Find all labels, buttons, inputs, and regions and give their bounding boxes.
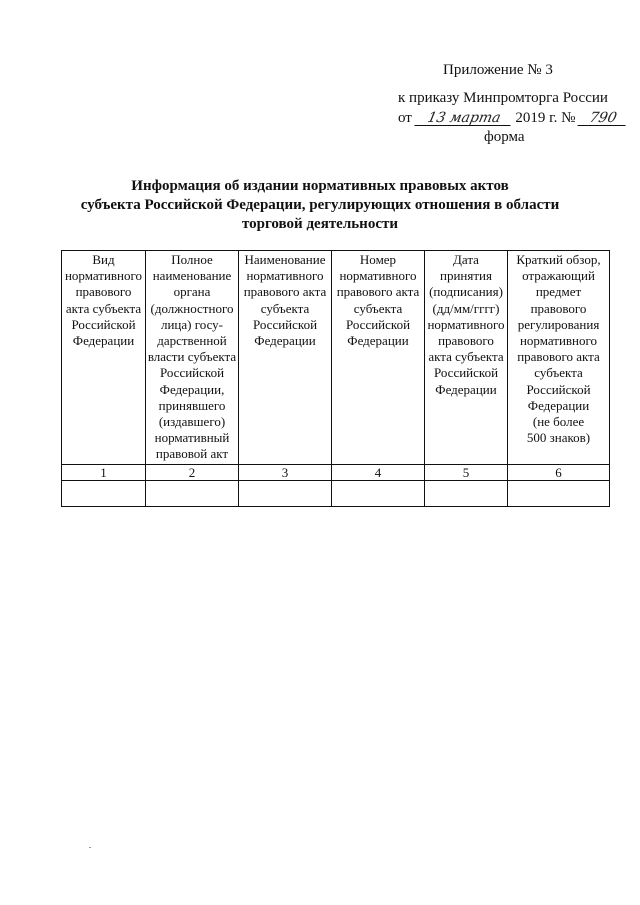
date-prefix: от xyxy=(398,110,412,126)
empty-cell xyxy=(62,481,146,507)
scan-speck xyxy=(89,847,91,848)
empty-cell xyxy=(425,481,508,507)
column-number: 3 xyxy=(239,465,332,481)
appendix-label: Приложение № 3 xyxy=(443,62,553,78)
order-date-line xyxy=(398,110,627,127)
empty-cell xyxy=(239,481,332,507)
column-header: Полное наименование органа (должностного лица) госу- дарственной власти субъекта Российской Федерации, принявшего (издавшего) нормативный правовой акт xyxy=(146,251,239,465)
column-number: 4 xyxy=(332,465,425,481)
document-title xyxy=(40,177,600,234)
table-header-row xyxy=(62,251,610,465)
column-header: Краткий обзор, отражающий предмет правового регулирования нормативного правового акта субъекта Российской Федерации (не более 500 знаков) xyxy=(508,251,610,465)
column-number: 1 xyxy=(62,465,146,481)
handwritten-order-number: 790 xyxy=(578,111,629,126)
column-header: Вид нормативного правового акта субъекта Российской Федерации xyxy=(62,251,146,465)
column-header: Наименование нормативного правового акта субъекта Российской Федерации xyxy=(239,251,332,465)
empty-cell xyxy=(332,481,425,507)
date-year: 2019 г. № xyxy=(515,110,576,126)
column-header: Дата принятия (подписания) (дд/мм/гггг) нормативного правового акта субъекта Российской Федерации xyxy=(425,251,508,465)
column-number-row xyxy=(62,465,610,481)
column-header: Номер нормативного правового акта субъекта Российской Федерации xyxy=(332,251,425,465)
column-number: 5 xyxy=(425,465,508,481)
empty-cell xyxy=(508,481,610,507)
title-line-1: Информация об издании нормативных правовых актов xyxy=(131,178,509,194)
title-line-3: торговой деятельности xyxy=(241,216,398,232)
form-label: форма xyxy=(484,129,525,145)
column-number: 2 xyxy=(146,465,239,481)
handwritten-date: 13 марта xyxy=(414,111,513,126)
empty-cell xyxy=(146,481,239,507)
title-line-2: субъекта Российской Федерации, регулирующих отношения в области xyxy=(80,197,560,213)
column-number: 6 xyxy=(508,465,610,481)
order-reference: к приказу Минпромторга России xyxy=(398,90,608,106)
report-form-table xyxy=(61,250,610,507)
table-row xyxy=(62,481,610,507)
